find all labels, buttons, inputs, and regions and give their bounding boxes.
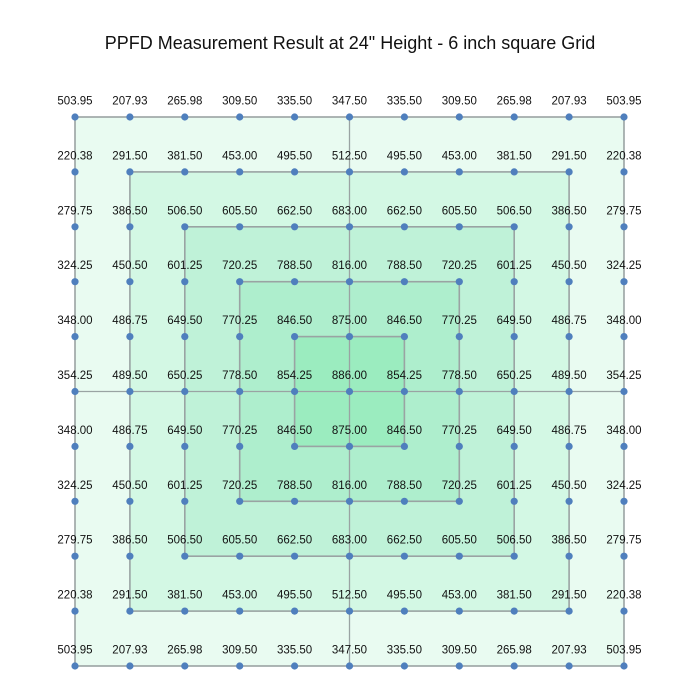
data-point-r0-c8 — [511, 113, 518, 120]
data-label-r3-c6: 788.50 — [386, 260, 422, 273]
data-point-r3-c5 — [346, 278, 353, 285]
data-label-r9-c3: 453.00 — [222, 589, 258, 602]
data-label-r8-c3: 605.50 — [222, 534, 258, 547]
data-label-r2-c1: 386.50 — [112, 205, 148, 218]
data-label-r10-c1: 207.93 — [112, 644, 148, 657]
data-point-r2-c0 — [71, 223, 78, 230]
data-label-r10-c2: 265.98 — [167, 644, 203, 657]
data-label-r3-c1: 450.50 — [112, 260, 148, 273]
data-label-r3-c5: 816.00 — [331, 260, 368, 273]
data-point-r0-c6 — [401, 113, 408, 120]
data-label-r7-c3: 720.25 — [222, 479, 258, 492]
data-label-r4-c3: 770.25 — [222, 315, 258, 328]
data-point-r5-c1 — [126, 388, 133, 395]
data-point-r3-c8 — [511, 278, 518, 285]
data-point-r10-c5 — [346, 662, 353, 669]
data-point-r10-c1 — [126, 662, 133, 669]
data-point-r6-c1 — [126, 443, 133, 450]
data-label-r8-c5: 683.00 — [331, 534, 368, 547]
data-label-r8-c9: 386.50 — [551, 534, 587, 547]
data-label-r0-c9: 207.93 — [551, 95, 587, 108]
data-label-r3-c8: 601.25 — [496, 260, 532, 273]
data-label-r3-c10: 324.25 — [606, 260, 642, 273]
data-point-r3-c10 — [620, 278, 627, 285]
data-point-r7-c9 — [566, 498, 573, 505]
data-point-r8-c4 — [291, 553, 298, 560]
data-point-r4-c5 — [346, 333, 353, 340]
data-label-r1-c1: 291.50 — [112, 150, 148, 163]
data-label-r1-c6: 495.50 — [386, 150, 422, 163]
data-point-r4-c0 — [71, 333, 78, 340]
data-point-r10-c10 — [620, 662, 627, 669]
data-point-r2-c1 — [126, 223, 133, 230]
data-label-r10-c3: 309.50 — [222, 644, 258, 657]
data-point-r6-c3 — [236, 443, 243, 450]
data-point-r5-c5 — [346, 388, 353, 395]
data-label-r7-c4: 788.50 — [277, 479, 313, 492]
data-label-r6-c6: 846.50 — [386, 424, 422, 437]
data-point-r0-c5 — [346, 113, 353, 120]
data-label-r6-c8: 649.50 — [496, 424, 532, 437]
data-point-r7-c2 — [181, 498, 188, 505]
data-point-r7-c10 — [620, 498, 627, 505]
data-point-r5-c10 — [620, 388, 627, 395]
data-point-r9-c5 — [346, 608, 353, 615]
data-label-r2-c0: 279.75 — [57, 205, 93, 218]
data-point-r5-c4 — [291, 388, 298, 395]
data-label-r8-c6: 662.50 — [386, 534, 422, 547]
data-point-r0-c3 — [236, 113, 243, 120]
data-label-r8-c7: 605.50 — [441, 534, 477, 547]
data-point-r4-c6 — [401, 333, 408, 340]
data-point-r9-c2 — [181, 608, 188, 615]
data-point-r1-c5 — [346, 168, 353, 175]
data-point-r5-c6 — [401, 388, 408, 395]
data-point-r6-c2 — [181, 443, 188, 450]
data-label-r6-c0: 348.00 — [57, 424, 93, 437]
data-point-r2-c3 — [236, 223, 243, 230]
data-label-r7-c0: 324.25 — [57, 479, 93, 492]
data-label-r1-c8: 381.50 — [496, 150, 532, 163]
data-point-r1-c7 — [456, 168, 463, 175]
data-point-r8-c8 — [511, 553, 518, 560]
data-label-r6-c4: 846.50 — [277, 424, 313, 437]
data-point-r3-c7 — [456, 278, 463, 285]
data-label-r2-c8: 506.50 — [496, 205, 532, 218]
data-point-r3-c1 — [126, 278, 133, 285]
data-label-r5-c5: 886.00 — [331, 370, 368, 382]
data-label-r9-c5: 512.50 — [331, 589, 368, 602]
data-point-r9-c4 — [291, 608, 298, 615]
data-point-r8-c2 — [181, 553, 188, 560]
data-label-r2-c6: 662.50 — [386, 205, 422, 218]
data-point-r2-c4 — [291, 223, 298, 230]
data-label-r0-c0: 503.95 — [57, 95, 93, 108]
data-label-r5-c0: 354.25 — [57, 370, 93, 382]
data-point-r6-c0 — [71, 443, 78, 450]
data-label-r1-c3: 453.00 — [222, 150, 258, 163]
data-label-r0-c3: 309.50 — [222, 95, 258, 108]
data-label-r4-c6: 846.50 — [386, 315, 422, 328]
data-label-r6-c9: 486.75 — [551, 424, 587, 437]
data-label-r6-c2: 649.50 — [167, 424, 203, 437]
data-label-r9-c1: 291.50 — [112, 589, 148, 602]
data-point-r6-c7 — [456, 443, 463, 450]
data-point-r8-c3 — [236, 553, 243, 560]
data-point-r1-c3 — [236, 168, 243, 175]
data-label-r9-c8: 381.50 — [496, 589, 532, 602]
data-label-r7-c6: 788.50 — [386, 479, 422, 492]
data-point-r7-c4 — [291, 498, 298, 505]
data-point-r1-c9 — [566, 168, 573, 175]
data-point-r7-c6 — [401, 498, 408, 505]
data-label-r2-c7: 605.50 — [441, 205, 477, 218]
data-label-r7-c7: 720.25 — [441, 479, 477, 492]
data-point-r9-c9 — [566, 608, 573, 615]
data-point-r5-c2 — [181, 388, 188, 395]
data-point-r0-c0 — [71, 113, 78, 120]
data-label-r2-c3: 605.50 — [222, 205, 258, 218]
data-label-r1-c5: 512.50 — [331, 150, 368, 163]
data-label-r8-c2: 506.50 — [167, 534, 203, 547]
data-label-r4-c0: 348.00 — [57, 315, 93, 328]
data-label-r1-c0: 220.38 — [57, 150, 93, 163]
data-point-r7-c1 — [126, 498, 133, 505]
data-point-r4-c3 — [236, 333, 243, 340]
data-label-r1-c7: 453.00 — [441, 150, 477, 163]
data-label-r7-c8: 601.25 — [496, 479, 532, 492]
data-label-r7-c2: 601.25 — [167, 479, 203, 492]
data-point-r9-c1 — [126, 608, 133, 615]
data-label-r5-c3: 778.50 — [222, 370, 258, 382]
data-label-r10-c10: 503.95 — [606, 644, 642, 657]
data-point-r8-c10 — [620, 553, 627, 560]
data-label-r8-c4: 662.50 — [277, 534, 313, 547]
data-label-r5-c9: 489.50 — [551, 370, 587, 382]
data-point-r1-c0 — [71, 168, 78, 175]
data-label-r2-c2: 506.50 — [167, 205, 203, 218]
data-label-r3-c4: 788.50 — [277, 260, 313, 273]
data-point-r6-c9 — [566, 443, 573, 450]
data-label-r8-c1: 386.50 — [112, 534, 148, 547]
data-point-r9-c10 — [620, 608, 627, 615]
data-point-r6-c8 — [511, 443, 518, 450]
data-label-r0-c2: 265.98 — [167, 95, 203, 108]
data-point-r1-c2 — [181, 168, 188, 175]
data-point-r8-c7 — [456, 553, 463, 560]
data-point-r5-c3 — [236, 388, 243, 395]
data-point-r6-c10 — [620, 443, 627, 450]
data-point-r5-c9 — [566, 388, 573, 395]
data-point-r2-c9 — [566, 223, 573, 230]
data-label-r0-c5: 347.50 — [331, 95, 368, 108]
data-point-r1-c1 — [126, 168, 133, 175]
data-label-r4-c7: 770.25 — [441, 315, 477, 328]
data-point-r10-c9 — [566, 662, 573, 669]
data-label-r10-c5: 347.50 — [331, 644, 368, 657]
data-label-r5-c1: 489.50 — [112, 370, 148, 382]
data-point-r9-c6 — [401, 608, 408, 615]
data-point-r2-c6 — [401, 223, 408, 230]
data-label-r1-c2: 381.50 — [167, 150, 203, 163]
data-point-r4-c7 — [456, 333, 463, 340]
data-point-r4-c2 — [181, 333, 188, 340]
data-point-r8-c5 — [346, 553, 353, 560]
data-label-r5-c7: 778.50 — [441, 370, 477, 382]
data-point-r4-c10 — [620, 333, 627, 340]
data-label-r5-c2: 650.25 — [167, 370, 203, 382]
data-point-r0-c10 — [620, 113, 627, 120]
data-point-r4-c8 — [511, 333, 518, 340]
data-label-r4-c10: 348.00 — [606, 315, 642, 328]
data-label-r4-c1: 486.75 — [112, 315, 148, 328]
data-point-r0-c4 — [291, 113, 298, 120]
data-label-r2-c10: 279.75 — [606, 205, 642, 218]
data-point-r8-c1 — [126, 553, 133, 560]
data-point-r6-c5 — [346, 443, 353, 450]
data-label-r10-c7: 309.50 — [441, 644, 477, 657]
data-label-r8-c8: 506.50 — [496, 534, 532, 547]
data-point-r1-c4 — [291, 168, 298, 175]
data-label-r10-c0: 503.95 — [57, 644, 93, 657]
data-point-r10-c6 — [401, 662, 408, 669]
data-label-r9-c0: 220.38 — [57, 589, 93, 602]
data-point-r2-c5 — [346, 223, 353, 230]
data-label-r4-c8: 649.50 — [496, 315, 532, 328]
data-label-r10-c8: 265.98 — [496, 644, 532, 657]
data-label-r4-c5: 875.00 — [331, 315, 368, 328]
data-point-r10-c3 — [236, 662, 243, 669]
data-point-r3-c6 — [401, 278, 408, 285]
data-label-r5-c8: 650.25 — [496, 370, 532, 382]
data-label-r3-c3: 720.25 — [222, 260, 258, 273]
data-label-r10-c4: 335.50 — [277, 644, 313, 657]
data-point-r2-c2 — [181, 223, 188, 230]
data-label-r4-c9: 486.75 — [551, 315, 587, 328]
data-label-r0-c7: 309.50 — [441, 95, 477, 108]
data-label-r1-c10: 220.38 — [606, 150, 642, 163]
chart-title: PPFD Measurement Result at 24" Height - 6 inch square Grid — [104, 33, 596, 53]
data-point-r9-c0 — [71, 608, 78, 615]
data-point-r10-c8 — [511, 662, 518, 669]
data-point-r3-c0 — [71, 278, 78, 285]
data-point-r2-c7 — [456, 223, 463, 230]
data-label-r9-c2: 381.50 — [167, 589, 203, 602]
data-point-r7-c5 — [346, 498, 353, 505]
data-label-r4-c2: 649.50 — [167, 315, 203, 328]
data-point-r1-c6 — [401, 168, 408, 175]
data-point-r10-c4 — [291, 662, 298, 669]
data-point-r4-c4 — [291, 333, 298, 340]
data-label-r10-c6: 335.50 — [386, 644, 422, 657]
data-label-r3-c7: 720.25 — [441, 260, 477, 273]
data-label-r0-c8: 265.98 — [496, 95, 532, 108]
data-point-r0-c9 — [566, 113, 573, 120]
data-label-r9-c7: 453.00 — [441, 589, 477, 602]
data-label-r5-c6: 854.25 — [386, 370, 422, 382]
data-label-r3-c9: 450.50 — [551, 260, 587, 273]
data-label-r1-c9: 291.50 — [551, 150, 587, 163]
data-point-r7-c3 — [236, 498, 243, 505]
data-point-r0-c2 — [181, 113, 188, 120]
data-label-r2-c5: 683.00 — [331, 205, 368, 218]
data-point-r0-c7 — [456, 113, 463, 120]
data-point-r10-c7 — [456, 662, 463, 669]
data-point-r3-c3 — [236, 278, 243, 285]
data-label-r9-c6: 495.50 — [386, 589, 422, 602]
data-point-r4-c1 — [126, 333, 133, 340]
data-point-r3-c2 — [181, 278, 188, 285]
data-point-r0-c1 — [126, 113, 133, 120]
data-point-r8-c9 — [566, 553, 573, 560]
data-label-r2-c9: 386.50 — [551, 205, 587, 218]
data-point-r6-c6 — [401, 443, 408, 450]
data-label-r0-c6: 335.50 — [386, 95, 422, 108]
data-label-r7-c9: 450.50 — [551, 479, 587, 492]
data-point-r1-c8 — [511, 168, 518, 175]
data-label-r6-c7: 770.25 — [441, 424, 477, 437]
data-label-r6-c10: 348.00 — [606, 424, 642, 437]
data-point-r9-c3 — [236, 608, 243, 615]
data-label-r7-c10: 324.25 — [606, 479, 642, 492]
data-point-r10-c2 — [181, 662, 188, 669]
data-label-r2-c4: 662.50 — [277, 205, 313, 218]
data-label-r3-c2: 601.25 — [167, 260, 203, 273]
data-point-r7-c8 — [511, 498, 518, 505]
data-label-r8-c10: 279.75 — [606, 534, 642, 547]
data-point-r8-c0 — [71, 553, 78, 560]
data-label-r0-c10: 503.95 — [606, 95, 642, 108]
data-label-r6-c5: 875.00 — [331, 424, 368, 437]
data-label-r5-c10: 354.25 — [606, 370, 642, 382]
data-label-r0-c4: 335.50 — [277, 95, 313, 108]
data-point-r3-c4 — [291, 278, 298, 285]
data-label-r0-c1: 207.93 — [112, 95, 148, 108]
data-point-r7-c7 — [456, 498, 463, 505]
data-label-r3-c0: 324.25 — [57, 260, 93, 273]
data-point-r5-c8 — [511, 388, 518, 395]
data-label-r5-c4: 854.25 — [277, 370, 313, 382]
data-label-r9-c10: 220.38 — [606, 589, 642, 602]
data-point-r9-c7 — [456, 608, 463, 615]
data-label-r4-c4: 846.50 — [277, 315, 313, 328]
data-point-r1-c10 — [620, 168, 627, 175]
data-label-r7-c5: 816.00 — [331, 479, 368, 492]
data-point-r9-c8 — [511, 608, 518, 615]
data-label-r9-c4: 495.50 — [277, 589, 313, 602]
data-label-r8-c0: 279.75 — [57, 534, 93, 547]
data-point-r4-c9 — [566, 333, 573, 340]
data-point-r3-c9 — [566, 278, 573, 285]
data-point-r5-c0 — [71, 388, 78, 395]
data-point-r5-c7 — [456, 388, 463, 395]
data-point-r10-c0 — [71, 662, 78, 669]
data-label-r10-c9: 207.93 — [551, 644, 587, 657]
data-point-r6-c4 — [291, 443, 298, 450]
data-point-r2-c8 — [511, 223, 518, 230]
data-point-r2-c10 — [620, 223, 627, 230]
data-label-r6-c1: 486.75 — [112, 424, 148, 437]
data-label-r1-c4: 495.50 — [277, 150, 313, 163]
data-point-r8-c6 — [401, 553, 408, 560]
data-label-r9-c9: 291.50 — [551, 589, 587, 602]
data-label-r6-c3: 770.25 — [222, 424, 258, 437]
data-point-r7-c0 — [71, 498, 78, 505]
data-label-r7-c1: 450.50 — [112, 479, 148, 492]
